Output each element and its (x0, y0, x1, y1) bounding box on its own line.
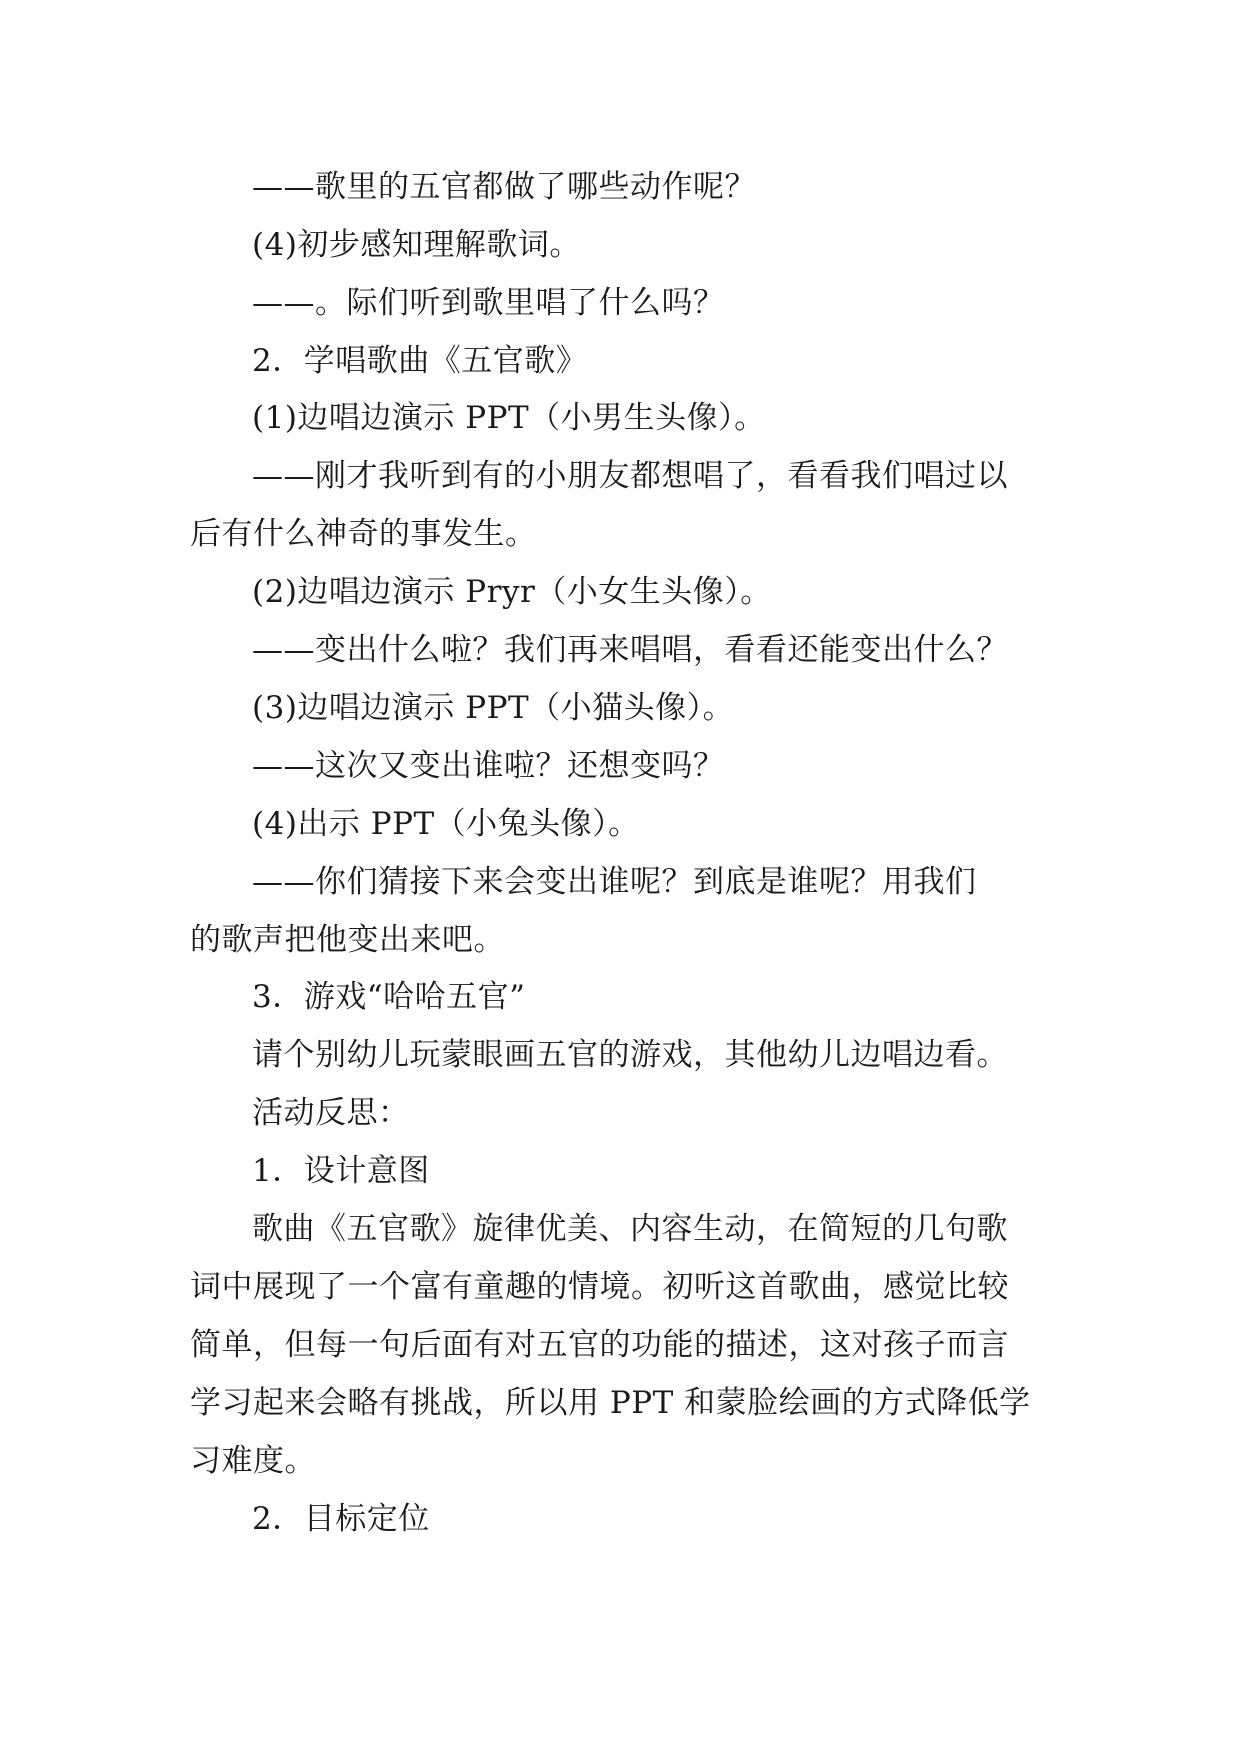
section-heading: 2．学唱歌曲《五官歌》 (252, 343, 588, 379)
section-heading: 1．设计意图 (252, 1153, 430, 1189)
text-line: ——你们猜接下来会变出谁呢？到底是谁呢？用我们 (252, 864, 977, 900)
text-line: 词中展现了一个富有童趣的情境。初听这首歌曲，感觉比较 (190, 1269, 1009, 1305)
text-line: (2)边唱边演示 Pryr（小女生头像）。 (252, 574, 772, 610)
text-line: 学习起来会略有挑战，所以用 PPT 和蒙脸绘画的方式降低学 (190, 1385, 1031, 1421)
text-line: 习难度。 (190, 1443, 316, 1479)
text-line: 歌曲《五官歌》旋律优美、内容生动，在简短的几句歌 (252, 1211, 1008, 1247)
text-line: (4)出示 PPT（小兔头像）。 (252, 806, 640, 842)
text-line: (4)初步感知理解歌词。 (252, 227, 581, 263)
section-heading: 3．游戏“哈哈五官” (252, 979, 526, 1015)
text-line: 请个别幼儿玩蒙眼画五官的游戏，其他幼儿边唱边看。 (252, 1037, 1008, 1073)
text-line: 的歌声把他变出来吧。 (190, 922, 505, 958)
text-line: 后有什么神奇的事发生。 (190, 516, 537, 552)
section-heading: 活动反思： (252, 1095, 410, 1131)
text-line: 简单，但每一句后面有对五官的功能的描述，这对孩子而言 (190, 1327, 1009, 1363)
text-line: (1)边唱边演示 PPT（小男生头像）。 (252, 400, 766, 436)
text-line: ——刚才我听到有的小朋友都想唱了，看看我们唱过以 (252, 458, 1008, 494)
text-line: ——。际们听到歌里唱了什么吗？ (252, 285, 725, 321)
text-line: ——变出什么啦？我们再来唱唱，看看还能变出什么？ (252, 632, 1008, 668)
section-heading: 2．目标定位 (252, 1501, 430, 1537)
text-line: (3)边唱边演示 PPT（小猫头像）。 (252, 690, 735, 726)
text-line: ——这次又变出谁啦？还想变吗？ (252, 748, 725, 784)
text-line: ——歌里的五官都做了哪些动作呢？ (252, 169, 756, 205)
